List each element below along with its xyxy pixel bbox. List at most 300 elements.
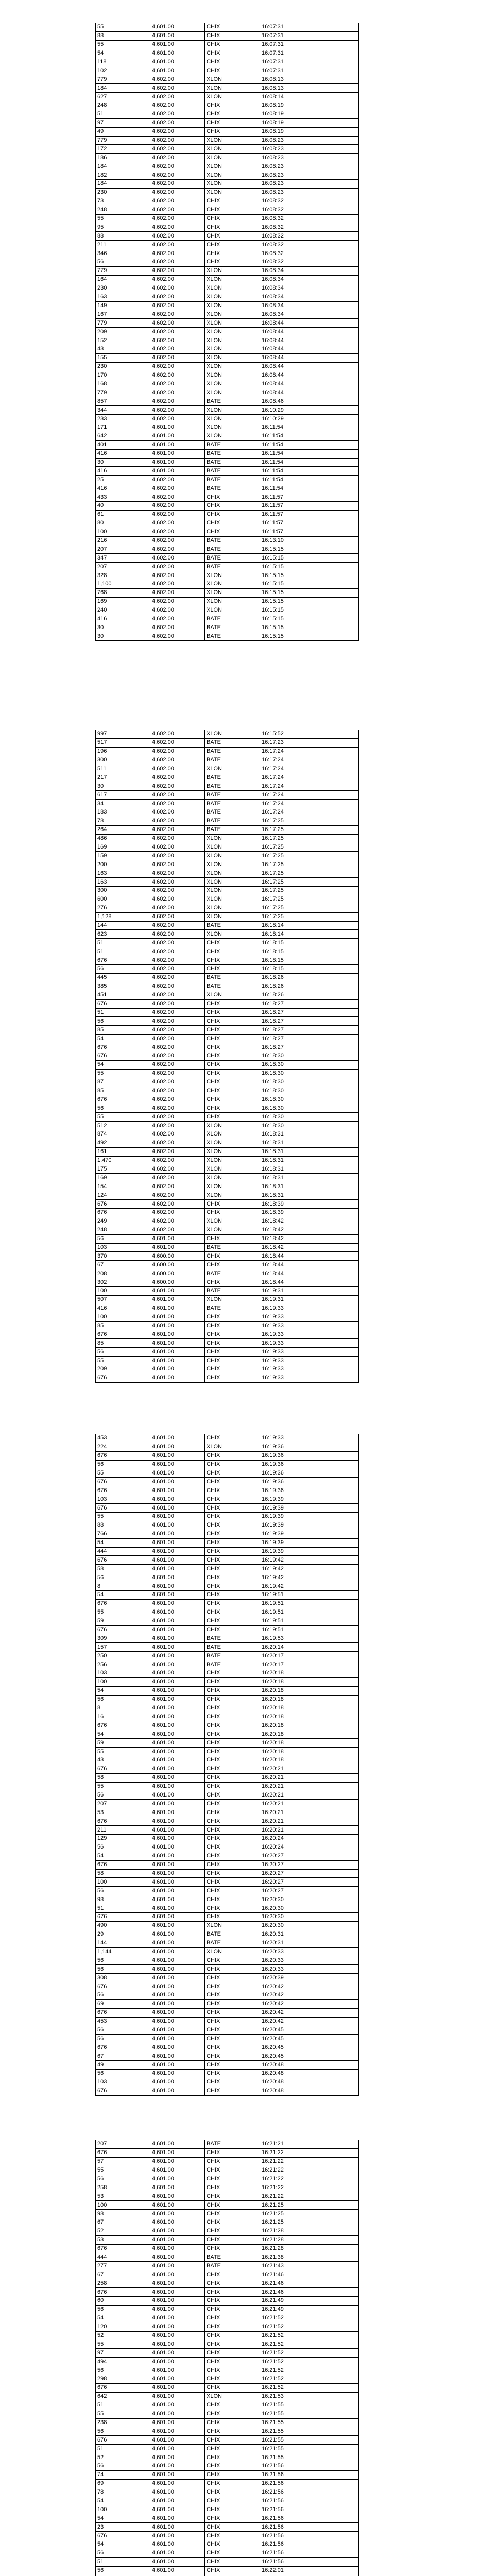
- venue-cell: XLON: [205, 834, 260, 843]
- venue-cell: CHIX: [205, 2549, 260, 2557]
- volume-cell: 779: [96, 266, 150, 275]
- volume-cell: 676: [96, 2148, 150, 2157]
- time-cell: 16:08:44: [260, 345, 359, 353]
- venue-cell: XLON: [205, 84, 260, 93]
- table-row: [96, 1956, 359, 1965]
- venue-cell: XLON: [205, 869, 260, 878]
- time-cell: 16:20:42: [260, 2017, 359, 2026]
- time-cell: 16:17:25: [260, 825, 359, 834]
- volume-cell: 154: [96, 1182, 150, 1191]
- volume-cell: 55: [96, 2410, 150, 2418]
- price-cell: 4,601.00: [150, 1713, 205, 1721]
- venue-cell: BATE: [205, 973, 260, 982]
- time-cell: 16:19:42: [260, 1556, 359, 1565]
- time-cell: 16:21:56: [260, 2470, 359, 2479]
- venue-cell: XLON: [205, 1130, 260, 1139]
- venue-cell: CHIX: [205, 1591, 260, 1600]
- volume-cell: 55: [96, 1069, 150, 1078]
- table-row: [96, 921, 359, 930]
- price-cell: 4,602.00: [150, 1104, 205, 1113]
- time-cell: 16:18:27: [260, 1017, 359, 1026]
- price-cell: 4,601.00: [150, 1234, 205, 1243]
- time-cell: 16:19:36: [260, 1478, 359, 1486]
- table-row: [96, 1999, 359, 2008]
- price-cell: 4,602.00: [150, 75, 205, 84]
- table-row: [96, 2349, 359, 2358]
- volume-cell: 676: [96, 1817, 150, 1826]
- volume-cell: 277: [96, 2262, 150, 2270]
- volume-cell: 857: [96, 397, 150, 406]
- table-row: [96, 528, 359, 536]
- volume-cell: 230: [96, 362, 150, 371]
- table-row: [96, 1704, 359, 1713]
- table-row: [96, 345, 359, 353]
- volume-cell: 88: [96, 31, 150, 40]
- venue-cell: BATE: [205, 1304, 260, 1313]
- price-cell: 4,601.00: [150, 2566, 205, 2575]
- volume-cell: 164: [96, 275, 150, 284]
- price-cell: 4,601.00: [150, 1826, 205, 1835]
- price-cell: 4,601.00: [150, 58, 205, 66]
- venue-cell: CHIX: [205, 2375, 260, 2384]
- volume-cell: 207: [96, 563, 150, 571]
- volume-cell: 103: [96, 1243, 150, 1252]
- venue-cell: CHIX: [205, 49, 260, 58]
- time-cell: 16:17:24: [260, 800, 359, 808]
- table-row: [96, 2087, 359, 2095]
- price-cell: 4,601.00: [150, 2358, 205, 2366]
- volume-cell: 129: [96, 1834, 150, 1843]
- table-row: [96, 415, 359, 423]
- table-row: [96, 2514, 359, 2523]
- price-cell: 4,602.00: [150, 1191, 205, 1200]
- table-row: [96, 1295, 359, 1304]
- volume-cell: 676: [96, 1860, 150, 1869]
- volume-cell: 103: [96, 2078, 150, 2087]
- time-cell: 16:08:44: [260, 380, 359, 388]
- price-cell: 4,601.00: [150, 2427, 205, 2436]
- time-cell: 16:20:27: [260, 1852, 359, 1860]
- volume-cell: 240: [96, 606, 150, 615]
- volume-cell: 433: [96, 493, 150, 502]
- venue-cell: CHIX: [205, 2410, 260, 2418]
- venue-cell: XLON: [205, 432, 260, 440]
- volume-cell: 78: [96, 817, 150, 825]
- table-row: [96, 2436, 359, 2445]
- table-row: [96, 1748, 359, 1756]
- table-row: [96, 1357, 359, 1365]
- volume-cell: 30: [96, 632, 150, 641]
- price-cell: 4,601.00: [150, 2218, 205, 2227]
- price-cell: 4,601.00: [150, 1791, 205, 1800]
- volume-cell: 276: [96, 904, 150, 912]
- table-row: [96, 2035, 359, 2043]
- time-cell: 16:08:19: [260, 110, 359, 118]
- venue-cell: CHIX: [205, 1095, 260, 1104]
- time-cell: 16:20:18: [260, 1704, 359, 1713]
- price-cell: 4,602.00: [150, 328, 205, 336]
- time-cell: 16:20:42: [260, 1991, 359, 2000]
- venue-cell: BATE: [205, 1243, 260, 1252]
- volume-cell: 67: [96, 2270, 150, 2279]
- price-cell: 4,602.00: [150, 615, 205, 623]
- price-cell: 4,602.00: [150, 554, 205, 563]
- time-cell: 16:18:30: [260, 1078, 359, 1087]
- price-cell: 4,602.00: [150, 1208, 205, 1217]
- volume-cell: 51: [96, 1904, 150, 1913]
- volume-cell: 451: [96, 991, 150, 999]
- price-cell: 4,602.00: [150, 214, 205, 223]
- table-row: [96, 1547, 359, 1556]
- time-cell: 16:18:30: [260, 1087, 359, 1095]
- venue-cell: XLON: [205, 319, 260, 328]
- time-cell: 16:18:26: [260, 991, 359, 999]
- time-cell: 16:19:33: [260, 1304, 359, 1313]
- table-row: [96, 284, 359, 293]
- time-cell: 16:21:28: [260, 2227, 359, 2235]
- time-cell: 16:20:17: [260, 1660, 359, 1669]
- volume-cell: 30: [96, 782, 150, 791]
- table-row: [96, 136, 359, 145]
- table-row: [96, 2331, 359, 2340]
- time-cell: 16:08:23: [260, 188, 359, 197]
- time-cell: 16:20:45: [260, 2035, 359, 2043]
- table-row: [96, 1443, 359, 1451]
- table-row: [96, 2043, 359, 2052]
- table-row: [96, 1573, 359, 1582]
- venue-cell: BATE: [205, 484, 260, 493]
- price-cell: 4,601.00: [150, 1991, 205, 2000]
- table-row: [96, 1252, 359, 1261]
- table-row: [96, 1287, 359, 1296]
- table-row: [96, 380, 359, 388]
- venue-cell: CHIX: [205, 1069, 260, 1078]
- time-cell: 16:20:48: [260, 2087, 359, 2095]
- price-cell: 4,602.00: [150, 912, 205, 921]
- time-cell: 16:18:30: [260, 1052, 359, 1060]
- venue-cell: BATE: [205, 817, 260, 825]
- volume-cell: 95: [96, 223, 150, 232]
- volume-cell: 676: [96, 1912, 150, 1921]
- time-cell: 16:11:54: [260, 449, 359, 458]
- volume-cell: 56: [96, 1017, 150, 1026]
- table-row: [96, 939, 359, 947]
- price-cell: 4,601.00: [150, 1782, 205, 1791]
- volume-cell: 100: [96, 1287, 150, 1296]
- price-cell: 4,601.00: [150, 1486, 205, 1495]
- time-cell: 16:18:44: [260, 1252, 359, 1261]
- price-cell: 4,602.00: [150, 982, 205, 991]
- venue-cell: CHIX: [205, 2453, 260, 2462]
- price-cell: 4,601.00: [150, 2017, 205, 2026]
- table-row: [96, 214, 359, 223]
- table-row: [96, 588, 359, 597]
- table-row: [96, 597, 359, 606]
- volume-cell: 766: [96, 1530, 150, 1538]
- time-cell: 16:15:52: [260, 730, 359, 739]
- price-cell: 4,602.00: [150, 206, 205, 214]
- time-cell: 16:20:33: [260, 1947, 359, 1956]
- table-row: [96, 1078, 359, 1087]
- volume-cell: 642: [96, 432, 150, 440]
- price-cell: 4,601.00: [150, 1669, 205, 1678]
- time-cell: 16:15:15: [260, 545, 359, 554]
- table-row: [96, 1538, 359, 1547]
- table-row: [96, 2218, 359, 2227]
- venue-cell: CHIX: [205, 956, 260, 965]
- price-cell: 4,601.00: [150, 2043, 205, 2052]
- table-row: [96, 843, 359, 852]
- time-cell: 16:15:15: [260, 606, 359, 615]
- price-cell: 4,601.00: [150, 1947, 205, 1956]
- volume-cell: 184: [96, 162, 150, 171]
- price-cell: 4,602.00: [150, 415, 205, 423]
- venue-cell: XLON: [205, 580, 260, 589]
- volume-cell: 209: [96, 1365, 150, 1374]
- venue-cell: CHIX: [205, 1321, 260, 1330]
- table-row: [96, 1486, 359, 1495]
- venue-cell: BATE: [205, 1634, 260, 1643]
- table-row: [96, 536, 359, 545]
- volume-cell: 49: [96, 2061, 150, 2070]
- venue-cell: CHIX: [205, 127, 260, 136]
- table-row: [96, 1130, 359, 1139]
- venue-cell: BATE: [205, 458, 260, 467]
- volume-cell: 102: [96, 66, 150, 75]
- price-cell: 4,602.00: [150, 869, 205, 878]
- table-row: [96, 1156, 359, 1165]
- time-cell: 16:19:51: [260, 1617, 359, 1625]
- venue-cell: CHIX: [205, 2210, 260, 2218]
- time-cell: 16:18:15: [260, 947, 359, 956]
- volume-cell: 87: [96, 1078, 150, 1087]
- price-cell: 4,601.00: [150, 1547, 205, 1556]
- price-cell: 4,602.00: [150, 336, 205, 345]
- volume-cell: 416: [96, 449, 150, 458]
- time-cell: 16:15:15: [260, 632, 359, 641]
- time-cell: 16:08:44: [260, 371, 359, 380]
- table-row: [96, 2157, 359, 2166]
- price-cell: 4,602.00: [150, 1165, 205, 1174]
- table-row: [96, 1330, 359, 1339]
- time-cell: 16:08:32: [260, 232, 359, 241]
- volume-cell: 155: [96, 353, 150, 362]
- price-cell: 4,601.00: [150, 31, 205, 40]
- price-cell: 4,602.00: [150, 101, 205, 110]
- volume-cell: 224: [96, 1443, 150, 1451]
- table-row: [96, 1565, 359, 1573]
- volume-cell: 676: [96, 2383, 150, 2392]
- price-cell: 4,601.00: [150, 2418, 205, 2427]
- time-cell: 16:08:32: [260, 214, 359, 223]
- venue-cell: XLON: [205, 1295, 260, 1304]
- volume-cell: 56: [96, 1348, 150, 1357]
- table-row: [96, 2566, 359, 2575]
- time-cell: 16:21:22: [260, 2166, 359, 2175]
- volume-cell: 56: [96, 1104, 150, 1113]
- table-row: [96, 258, 359, 267]
- volume-cell: 85: [96, 1026, 150, 1035]
- time-cell: 16:15:15: [260, 580, 359, 589]
- volume-cell: 302: [96, 1278, 150, 1287]
- time-cell: 16:18:42: [260, 1226, 359, 1234]
- price-cell: 4,601.00: [150, 1739, 205, 1748]
- venue-cell: CHIX: [205, 1704, 260, 1713]
- price-cell: 4,601.00: [150, 1677, 205, 1686]
- time-cell: 16:18:31: [260, 1174, 359, 1182]
- volume-cell: 56: [96, 2070, 150, 2078]
- volume-cell: 768: [96, 588, 150, 597]
- table-row: [96, 1147, 359, 1156]
- volume-cell: 346: [96, 249, 150, 258]
- price-cell: 4,601.00: [150, 2470, 205, 2479]
- time-cell: 16:18:27: [260, 1026, 359, 1035]
- venue-cell: XLON: [205, 895, 260, 904]
- table-row: [96, 1808, 359, 1817]
- price-cell: 4,601.00: [150, 1887, 205, 1895]
- table-row: [96, 1208, 359, 1217]
- table-row: [96, 765, 359, 773]
- time-cell: 16:21:21: [260, 2140, 359, 2149]
- volume-cell: 61: [96, 510, 150, 519]
- volume-cell: 55: [96, 1782, 150, 1791]
- price-cell: 4,601.00: [150, 1617, 205, 1625]
- time-cell: 16:10:29: [260, 415, 359, 423]
- venue-cell: CHIX: [205, 2166, 260, 2175]
- venue-cell: CHIX: [205, 110, 260, 118]
- table-row: [96, 1843, 359, 1852]
- price-cell: 4,601.00: [150, 1930, 205, 1939]
- price-cell: 4,601.00: [150, 1365, 205, 1374]
- volume-cell: 56: [96, 1956, 150, 1965]
- price-cell: 4,602.00: [150, 580, 205, 589]
- venue-cell: CHIX: [205, 1834, 260, 1843]
- table-row: [96, 1339, 359, 1348]
- time-cell: 16:19:36: [260, 1460, 359, 1469]
- time-cell: 16:20:48: [260, 2078, 359, 2087]
- venue-cell: CHIX: [205, 2078, 260, 2087]
- time-cell: 16:18:14: [260, 930, 359, 939]
- venue-cell: CHIX: [205, 1556, 260, 1565]
- volume-cell: 169: [96, 843, 150, 852]
- price-cell: 4,601.00: [150, 1695, 205, 1704]
- venue-cell: CHIX: [205, 2383, 260, 2392]
- table-row: [96, 406, 359, 415]
- venue-cell: CHIX: [205, 1887, 260, 1895]
- price-cell: 4,601.00: [150, 2366, 205, 2375]
- price-cell: 4,601.00: [150, 1469, 205, 1478]
- price-cell: 4,601.00: [150, 1895, 205, 1904]
- price-cell: 4,602.00: [150, 1200, 205, 1209]
- table-row: [96, 1930, 359, 1939]
- venue-cell: CHIX: [205, 2532, 260, 2540]
- table-row: [96, 388, 359, 397]
- time-cell: 16:17:24: [260, 782, 359, 791]
- volume-cell: 1,470: [96, 1156, 150, 1165]
- table-row: [96, 1591, 359, 1600]
- volume-cell: 56: [96, 2566, 150, 2575]
- venue-cell: CHIX: [205, 223, 260, 232]
- venue-cell: XLON: [205, 1165, 260, 1174]
- time-cell: 16:08:44: [260, 388, 359, 397]
- price-cell: 4,601.00: [150, 1460, 205, 1469]
- volume-cell: 676: [96, 956, 150, 965]
- time-cell: 16:20:39: [260, 1974, 359, 1982]
- table-row: [96, 118, 359, 127]
- venue-cell: XLON: [205, 336, 260, 345]
- volume-cell: 69: [96, 1999, 150, 2008]
- volume-cell: 250: [96, 1652, 150, 1660]
- table-row: [96, 1035, 359, 1043]
- price-cell: 4,602.00: [150, 1087, 205, 1095]
- volume-cell: 196: [96, 747, 150, 756]
- venue-cell: CHIX: [205, 2340, 260, 2349]
- venue-cell: XLON: [205, 904, 260, 912]
- time-cell: 16:19:39: [260, 1547, 359, 1556]
- volume-cell: 55: [96, 40, 150, 49]
- time-cell: 16:20:21: [260, 1817, 359, 1826]
- venue-cell: CHIX: [205, 206, 260, 214]
- table-row: [96, 1765, 359, 1773]
- volume-cell: 208: [96, 1269, 150, 1278]
- price-cell: 4,602.00: [150, 1122, 205, 1130]
- volume-cell: 55: [96, 1469, 150, 1478]
- price-cell: 4,602.00: [150, 397, 205, 406]
- venue-cell: XLON: [205, 597, 260, 606]
- venue-cell: XLON: [205, 275, 260, 284]
- venue-cell: CHIX: [205, 1026, 260, 1035]
- volume-cell: 264: [96, 825, 150, 834]
- price-cell: 4,600.00: [150, 1278, 205, 1287]
- time-cell: 16:18:27: [260, 999, 359, 1008]
- table-row: [96, 1304, 359, 1313]
- price-cell: 4,601.00: [150, 2270, 205, 2279]
- price-cell: 4,602.00: [150, 1017, 205, 1026]
- venue-cell: CHIX: [205, 2566, 260, 2575]
- venue-cell: CHIX: [205, 1982, 260, 1991]
- time-cell: 16:20:24: [260, 1834, 359, 1843]
- time-cell: 16:20:30: [260, 1904, 359, 1913]
- volume-cell: 54: [96, 1538, 150, 1547]
- volume-cell: 56: [96, 965, 150, 974]
- time-cell: 16:11:54: [260, 467, 359, 476]
- volume-cell: 100: [96, 2201, 150, 2210]
- price-cell: 4,602.00: [150, 1052, 205, 1060]
- table-row: [96, 145, 359, 154]
- volume-cell: 73: [96, 197, 150, 206]
- venue-cell: XLON: [205, 301, 260, 310]
- price-cell: 4,601.00: [150, 2279, 205, 2288]
- time-cell: 16:21:25: [260, 2218, 359, 2227]
- time-cell: 16:15:15: [260, 563, 359, 571]
- volume-cell: 172: [96, 145, 150, 154]
- table-row: [96, 930, 359, 939]
- table-row: [96, 791, 359, 800]
- volume-cell: 163: [96, 293, 150, 301]
- table-row: [96, 2314, 359, 2323]
- volume-cell: 43: [96, 1756, 150, 1765]
- table-row: [96, 2540, 359, 2549]
- volume-cell: 53: [96, 2235, 150, 2244]
- time-cell: 16:17:25: [260, 817, 359, 825]
- venue-cell: CHIX: [205, 1999, 260, 2008]
- time-cell: 16:08:32: [260, 258, 359, 267]
- price-cell: 4,602.00: [150, 1139, 205, 1147]
- venue-cell: CHIX: [205, 2052, 260, 2061]
- table-row: [96, 2532, 359, 2540]
- venue-cell: BATE: [205, 1652, 260, 1660]
- price-cell: 4,602.00: [150, 1026, 205, 1035]
